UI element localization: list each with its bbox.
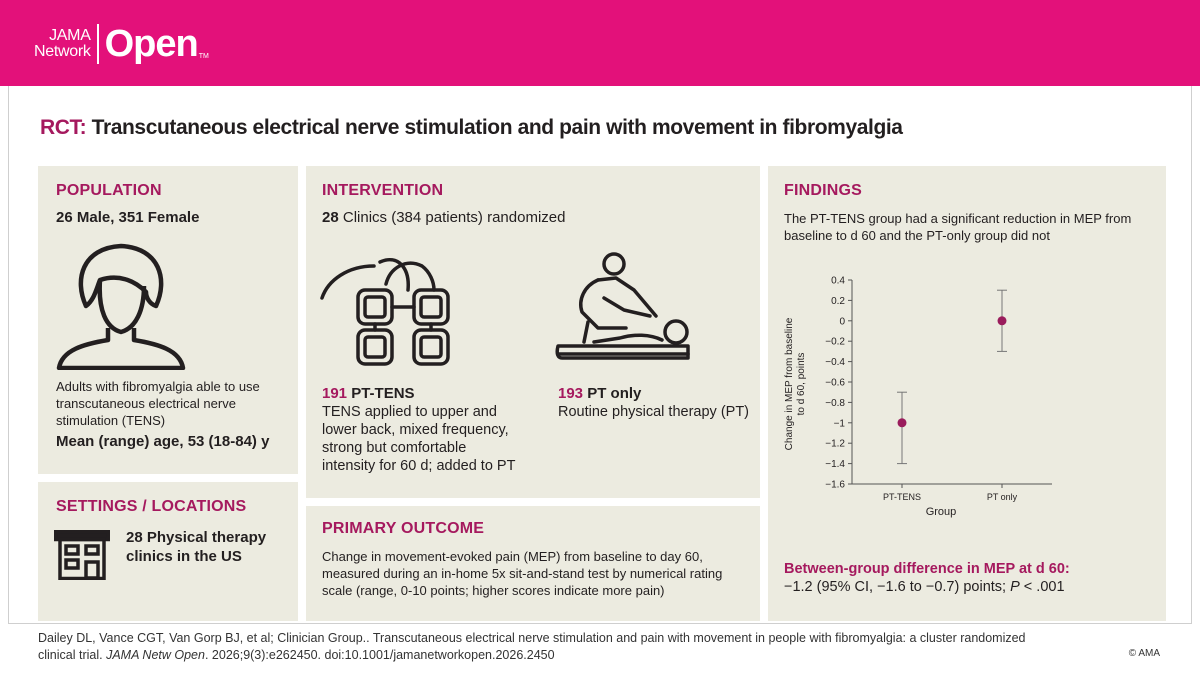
logo-network: Network [34, 43, 91, 60]
population-counts: 26 Male, 351 Female [56, 209, 200, 226]
citation-details: . 2026;9(3):e262450. doi:10.1001/jamanetworkopen.2026.2450 [204, 648, 555, 662]
person-icon [54, 240, 188, 370]
arm2-title [558, 384, 641, 403]
findings-panel [768, 166, 1166, 621]
y-tick-label: −0.8 [825, 397, 845, 409]
header-banner [0, 0, 1200, 86]
y-tick-label: 0.2 [831, 295, 845, 307]
between-group-p-value: < .001 [1019, 579, 1065, 595]
building-icon [54, 530, 110, 580]
citation-authors-title: Dailey DL, Vance CGT, Van Gorp BJ, et al; Clinician Group.. Transcutaneous electrical nerve stimulation and pain with movement in people with fibromyalgia: a cluster randomized clinical trial. [38, 631, 1026, 662]
y-tick-label: −1.6 [825, 479, 845, 491]
y-tick-label: −1.2 [825, 438, 845, 450]
arm2-name: PT only [587, 385, 642, 402]
y-ticks [825, 276, 852, 491]
logo-small-text [34, 28, 91, 60]
x-axis-label: Group [925, 506, 957, 518]
y-tick-label: −0.6 [825, 377, 845, 389]
settings-text: 28 Physical therapy clinics in the US [126, 529, 267, 565]
primary-outcome-panel [306, 506, 760, 621]
tens-electrodes-icon [318, 246, 458, 366]
x-tick-label: PT-TENS [882, 492, 922, 502]
x-ticks [883, 484, 1018, 502]
primary-outcome-heading: PRIMARY OUTCOME [322, 520, 485, 537]
between-group-estimate: −1.2 (95% CI, −1.6 to −0.7) points; [784, 579, 1011, 595]
logo-open: Open [104, 23, 198, 65]
p-symbol: P [1010, 579, 1020, 595]
randomized-text: Clinics (384 patients) randomized [342, 209, 566, 226]
y-axis-label [784, 317, 807, 450]
between-group-heading: Between-group difference in MEP at d 60: [784, 561, 1070, 577]
y-tick-label: −1 [833, 418, 845, 430]
copyright: © AMA [1128, 648, 1160, 659]
page-title [40, 116, 903, 140]
citation [38, 630, 1038, 664]
y-tick-label: 0 [839, 316, 845, 328]
settings-panel [38, 482, 298, 621]
population-heading: POPULATION [56, 182, 162, 199]
mep-chart [774, 270, 1064, 520]
intervention-panel [306, 166, 760, 498]
randomized-number: 28 [322, 209, 339, 226]
between-group-text [784, 578, 1065, 596]
primary-outcome-text: Change in movement-evoked pain (MEP) from baseline to day 60, measured during an in-home 5x sit-and-stand test by numerical rating scale (range, 0-10 points; higher scores indicate more pain) [322, 549, 723, 598]
y-axis-label-line1: Change in MEP from baseline [784, 317, 795, 451]
data-point [898, 418, 907, 427]
y-tick-label: −1.4 [825, 459, 845, 471]
arm1-description: TENS applied to upper and lower back, mixed frequency, strong but comfortable intensity for 60 d; added to PT [322, 404, 516, 474]
arm1-number: 191 [322, 385, 348, 402]
y-tick-label: 0.4 [831, 275, 845, 287]
chart-axes [852, 280, 1052, 484]
arm2-description: Routine physical therapy (PT) [558, 404, 749, 420]
y-tick-label: −0.2 [825, 336, 845, 348]
arm1-name: PT-TENS [351, 385, 415, 402]
randomized-line [322, 208, 565, 227]
arm2-number: 193 [558, 385, 584, 402]
arm1-title [322, 384, 415, 403]
title-tag: RCT: [40, 116, 87, 139]
logo-divider [97, 24, 99, 64]
logo-jama: JAMA [49, 27, 91, 44]
settings-heading: SETTINGS / LOCATIONS [56, 498, 247, 515]
y-tick-label: −0.4 [825, 357, 845, 369]
citation-journal: JAMA Netw Open [106, 648, 205, 662]
population-panel [38, 166, 298, 474]
population-age: Mean (range) age, 53 (18-84) y [56, 433, 270, 450]
y-axis-label-line2: to d 60, points [796, 352, 807, 416]
population-description: Adults with fibromyalgia able to use transcutaneous electrical nerve stimulation (TENS) [56, 379, 260, 428]
x-tick-label: PT only [986, 492, 1018, 502]
data-point [998, 316, 1007, 325]
physical-therapy-icon [554, 250, 694, 362]
intervention-heading: INTERVENTION [322, 182, 444, 199]
jama-network-open-logo[interactable] [34, 24, 209, 64]
logo-tm: TM [198, 53, 209, 60]
findings-summary: The PT-TENS group had a significant reduction in MEP from baseline to d 60 and the PT-only group did not [784, 211, 1132, 243]
title-text: Transcutaneous electrical nerve stimulation and pain with movement in fibromyalgia [91, 116, 903, 139]
findings-heading: FINDINGS [784, 182, 863, 199]
data-marks [897, 290, 1007, 463]
